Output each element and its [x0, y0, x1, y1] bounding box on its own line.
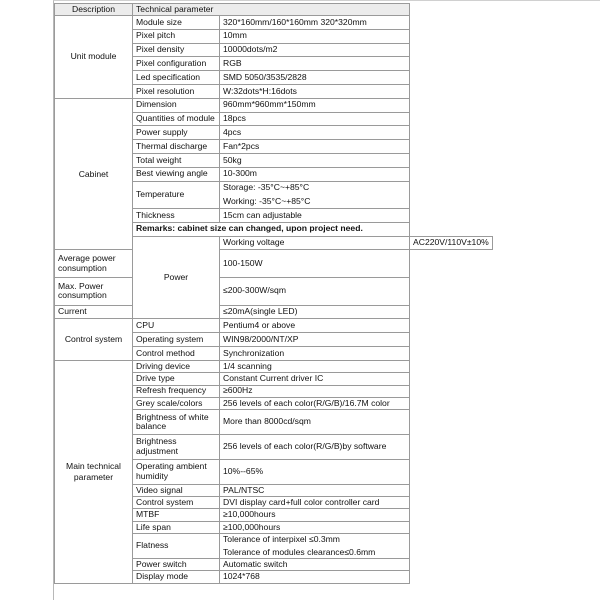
- category-unit-module: Unit module: [55, 16, 133, 99]
- param-name: Quantities of module: [133, 112, 220, 126]
- param-name: Control method: [133, 346, 220, 360]
- param-name: CPU: [133, 319, 220, 333]
- param-name: Life span: [133, 521, 220, 533]
- flatness-interpixel: Tolerance of interpixel ≤0.3mm: [223, 534, 340, 545]
- param-value: 10000dots/m2: [220, 43, 410, 57]
- param-value: RGB: [220, 57, 410, 71]
- table-row: [55, 360, 493, 372]
- param-value: 100-150W: [220, 250, 410, 278]
- param-value: W:32dots*H:16dots: [220, 84, 410, 98]
- param-name: Dimension: [133, 98, 220, 112]
- flatness-modules: Tolerance of modules clearance≤0.6mm: [223, 546, 376, 557]
- param-name: Power switch: [133, 559, 220, 571]
- param-name: Max. Power consumption: [55, 277, 133, 305]
- param-name: Operating ambient humidity: [133, 459, 220, 484]
- param-value: ≤20mA(single LED): [220, 305, 410, 319]
- spec-sheet: [53, 0, 600, 600]
- table-row: [55, 250, 493, 278]
- table-row: [55, 16, 493, 30]
- param-name: Pixel density: [133, 43, 220, 57]
- param-value: SMD 5050/3535/2828: [220, 71, 410, 85]
- param-name: Brightness of white balance: [133, 410, 220, 435]
- param-value: ≥10,000hours: [220, 509, 410, 521]
- param-value: Synchronization: [220, 346, 410, 360]
- param-name: Best viewing angle: [133, 167, 220, 181]
- param-name: Driving device: [133, 360, 220, 372]
- table-row: [55, 98, 493, 112]
- param-name: Display mode: [133, 571, 220, 583]
- header-description: Description: [55, 4, 133, 16]
- param-value: 10mm: [220, 29, 410, 43]
- param-name: Control system: [133, 497, 220, 509]
- param-value: 256 levels of each color(R/G/B)by software: [220, 435, 410, 460]
- param-value: 15cm can adjustable: [220, 208, 410, 222]
- header-technical: Technical parameter: [133, 4, 410, 16]
- param-name: Pixel configuration: [133, 57, 220, 71]
- table-row: [55, 305, 493, 319]
- param-name: Average power consumption: [55, 250, 133, 278]
- param-name: Pixel pitch: [133, 29, 220, 43]
- spec-table-body: [55, 4, 493, 584]
- category-control-system: Control system: [55, 319, 133, 360]
- cabinet-remark: Remarks: cabinet size can changed, upon project need.: [133, 222, 410, 236]
- param-value: 1/4 scanning: [220, 360, 410, 372]
- param-name: Total weight: [133, 153, 220, 167]
- param-name: Temperature: [133, 181, 220, 208]
- storage-temp: Storage: -35°C~+85°C: [223, 182, 310, 193]
- param-value: Automatic switch: [220, 559, 410, 571]
- param-value: Pentium4 or above: [220, 319, 410, 333]
- param-name: Pixel resolution: [133, 84, 220, 98]
- param-name: Drive type: [133, 373, 220, 385]
- param-name: Thickness: [133, 208, 220, 222]
- spec-table: [54, 3, 493, 584]
- param-value: ≥100,000hours: [220, 521, 410, 533]
- param-value: DVI display card+full color controller card: [220, 497, 410, 509]
- param-value: 50kg: [220, 153, 410, 167]
- param-name: Working voltage: [220, 236, 410, 250]
- table-row: [55, 277, 493, 305]
- header-row: [55, 4, 493, 16]
- param-name: Refresh frequency: [133, 385, 220, 397]
- param-value: 10%--65%: [220, 459, 410, 484]
- param-value: 256 levels of each color(R/G/B)/16.7M color: [220, 397, 410, 409]
- table-row: [55, 319, 493, 333]
- param-value: AC220V/110V±10%: [410, 236, 493, 250]
- param-name: MTBF: [133, 509, 220, 521]
- param-value: 960mm*960mm*150mm: [220, 98, 410, 112]
- param-name: Flatness: [133, 534, 220, 559]
- param-value: PAL/NTSC: [220, 484, 410, 496]
- param-value: WIN98/2000/NT/XP: [220, 333, 410, 347]
- param-name: Grey scale/colors: [133, 397, 220, 409]
- param-value: Fan*2pcs: [220, 140, 410, 154]
- param-name: Brightness adjustment: [133, 435, 220, 460]
- param-name: Current: [55, 305, 133, 319]
- param-value: ≥600Hz: [220, 385, 410, 397]
- category-main-technical: Main technical parameter: [55, 360, 133, 583]
- param-name: Module size: [133, 16, 220, 30]
- category-power: Power: [133, 236, 220, 319]
- param-value: [220, 181, 410, 208]
- param-value: More than 8000cd/sqm: [220, 410, 410, 435]
- param-value: ≤200-300W/sqm: [220, 277, 410, 305]
- param-value: [220, 534, 410, 559]
- param-name: Power supply: [133, 126, 220, 140]
- working-temp: Working: -35°C~+85°C: [223, 195, 311, 206]
- param-value: Constant Current driver IC: [220, 373, 410, 385]
- param-name: Video signal: [133, 484, 220, 496]
- param-name: Thermal discharge: [133, 140, 220, 154]
- param-value: 4pcs: [220, 126, 410, 140]
- param-name: Led specification: [133, 71, 220, 85]
- param-value: 18pcs: [220, 112, 410, 126]
- param-value: 320*160mm/160*160mm 320*320mm: [220, 16, 410, 30]
- category-cabinet: Cabinet: [55, 98, 133, 250]
- param-value: 10-300m: [220, 167, 410, 181]
- param-name: Operating system: [133, 333, 220, 347]
- param-value: 1024*768: [220, 571, 410, 583]
